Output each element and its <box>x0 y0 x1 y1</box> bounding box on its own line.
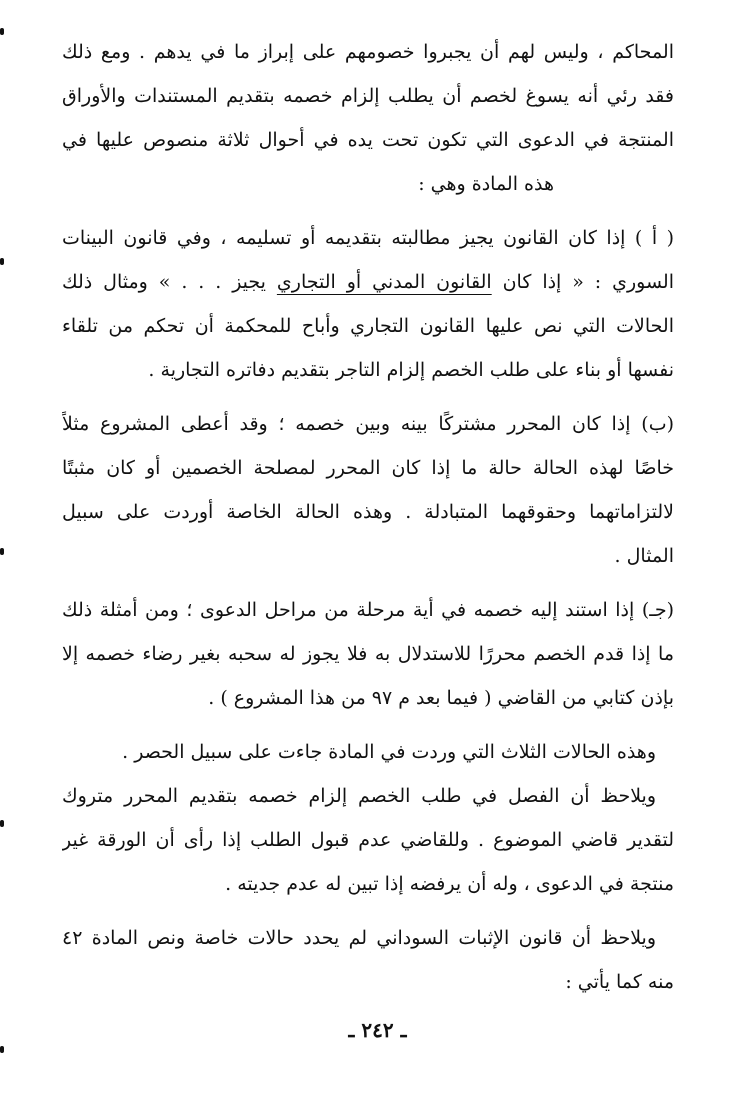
text-line: ( أ ) إذا كان القانون يجيز مطالبته بتقديمه أو تسليمه ، وفي قانون البينات <box>62 227 674 249</box>
text-line: نفسها أو بناء على طلب الخصم إلزام التاجر بتقديم دفاتره التجارية . <box>148 359 674 381</box>
text-line: وهذه الحالات الثلاث التي وردت في المادة جاءت على سبيل الحصر . <box>122 741 656 763</box>
text-line-quoted: السوري : « إذا كان القانون المدني أو التجاري يجيز . . . » ومثال ذلك <box>62 271 674 293</box>
text-line: لالتزاماتهما وحقوقهما المتبادلة . وهذه الحالة الخاصة أوردت على سبيل <box>62 501 674 523</box>
text-line: ما إذا قدم الخصم محررًا للاستدلال به فلا يجوز له سحبه بغير رضاء خصمه إلا <box>62 643 674 665</box>
scan-edge-mark <box>0 258 4 265</box>
paragraph-case-b <box>62 402 674 578</box>
text-line: منتجة في الدعوى ، وله أن يرفضه إذا تبين له عدم جديته . <box>225 873 674 895</box>
text-line: الحالات التي نص عليها القانون التجاري وأباح للمحكمة أن تحكم من تلقاء <box>62 315 674 337</box>
paragraph-sudanese-law <box>62 916 674 1004</box>
text-line: المحاكم ، وليس لهم أن يجبروا خصومهم على إبراز ما في يدهم . ومع ذلك <box>62 41 674 63</box>
page-number: ـ ٢٤٢ ـ <box>348 1018 407 1042</box>
scan-edge-mark <box>0 28 4 35</box>
paragraph-notes <box>62 730 674 906</box>
paragraph-case-c <box>62 588 674 720</box>
text-line: ويلاحظ أن الفصل في طلب الخصم إلزام خصمه بتقديم المحرر متروك <box>62 785 656 807</box>
scan-edge-mark <box>0 1046 4 1053</box>
text-line: (جـ) إذا استند إليه خصمه في أية مرحلة من مراحل الدعوى ؛ ومن أمثلة ذلك <box>62 599 674 621</box>
scan-edge-mark <box>0 548 4 555</box>
underlined-phrase: القانون المدني أو التجاري <box>276 271 492 293</box>
page-body <box>62 30 674 1004</box>
scan-edge-mark <box>0 820 4 827</box>
text-line: المنتجة في الدعوى التي تكون تحت يده في أحوال ثلاثة منصوص عليها في <box>62 129 674 151</box>
text-line: ويلاحظ أن قانون الإثبات السوداني لم يحدد حالات خاصة ونص المادة ٤٢ <box>62 927 656 949</box>
text-line: المثال . <box>614 545 674 567</box>
text-line: منه كما يأتي : <box>565 971 674 993</box>
text-line: بإذن كتابي من القاضي ( فيما بعد م ٩٧ من هذا المشروع ) . <box>208 687 674 709</box>
paragraph-case-a <box>62 216 674 392</box>
text-line: فقد رئي أنه يسوغ لخصم أن يطلب إلزام خصمه بتقديم المستندات والأوراق <box>62 85 674 107</box>
text-line: لتقدير قاضي الموضوع . وللقاضي عدم قبول الطلب إذا رأى أن الورقة غير <box>62 829 674 851</box>
paragraph-intro <box>62 30 674 206</box>
text-line: خاصًا لهذه الحالة حالة ما إذا كان المحرر لمصلحة الخصمين أو كان مثبتًا <box>62 457 674 479</box>
text-line: (ب) إذا كان المحرر مشتركًا بينه وبين خصمه ؛ وقد أعطى المشروع مثلاً <box>62 413 674 435</box>
text-line: هذه المادة وهي : <box>418 173 554 195</box>
